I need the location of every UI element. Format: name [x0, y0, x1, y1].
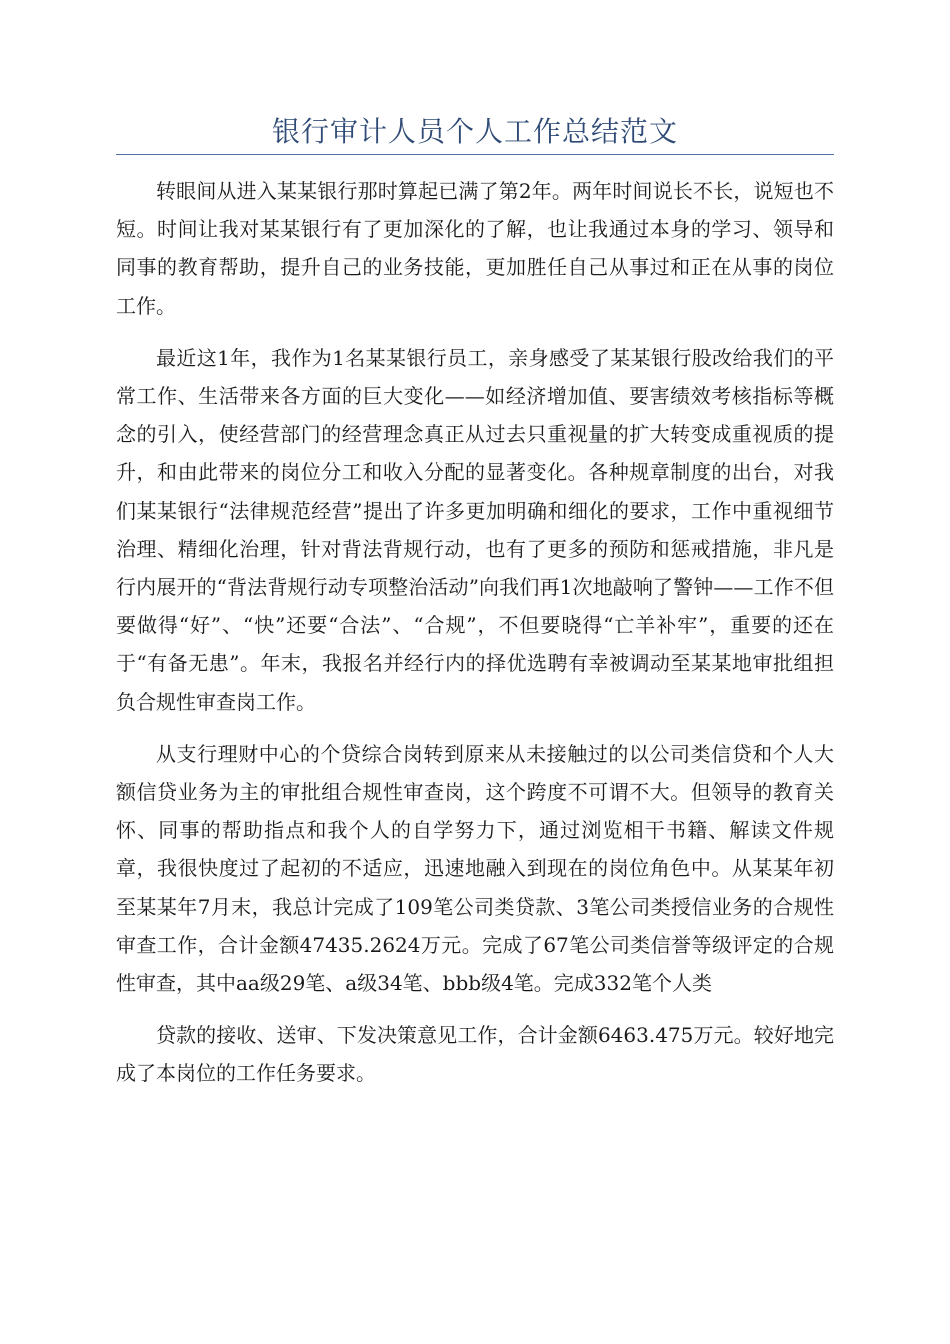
paragraph-2: 最近这1年，我作为1名某某银行员工，亲身感受了某某银行股改给我们的平常工作、生活带来各方面的巨大变化——如经济增加值、要害绩效考核指标等概念的引入，使经营部门的经营理念真正从过去只重视量的扩大转变成重视质的提升，和由此带来的岗位分工和收入分配的显著变化。各种规章制度的出台，对我们某某银行“法律规范经营”提出了许多更加明确和细化的要求，工作中重视细节治理、精细化治理，针对背法背规行动，也有了更多的预防和惩戒措施，非凡是行内展开的“背法背规行动专项整治活动”向我们再1次地敲响了警钟——工作不但要做得“好”、“快”还要“合法”、“合规”，不但要晓得“亡羊补牢”，重要的还在于“有备无患”。年末，我报名并经行内的择优选聘有幸被调动至某某地审批组担负合规性审查岗工作。 [116, 345, 834, 714]
paragraph-4: 贷款的接收、送审、下发决策意见工作，合计金额6463.475万元。较好地完成了本岗位的工作任务要求。 [116, 1023, 834, 1086]
document-body [116, 172, 834, 1107]
document-title: 银行审计人员个人工作总结范文 [271, 115, 678, 148]
paragraph-1: 转眼间从进入某某银行那时算起已满了第2年。两年时间说长不长，说短也不短。时间让我对某某银行有了更加深化的了解，也让我通过本身的学习、领导和同事的教育帮助，提升自己的业务技能，更加胜任自己从事过和正在从事的岗位工作。 [116, 179, 834, 318]
paragraph-3: 从支行理财中心的个贷综合岗转到原来从未接触过的以公司类信贷和个人大额信贷业务为主的审批组合规性审查岗，这个跨度不可谓不大。但领导的教育关怀、同事的帮助指点和我个人的自学努力下，通过浏览相干书籍、解读文件规章，我很快度过了起初的不适应，迅速地融入到现在的岗位角色中。从某某年初至某某年7月末，我总计完成了109笔公司类贷款、3笔公司类授信业务的合规性审查工作，合计金额47435.2624万元。完成了67笔公司类信誉等级评定的合规性审查，其中aa级29笔、a级34笔、bbb级4笔。完成332笔个人类 [116, 741, 834, 996]
title-underline [116, 154, 834, 155]
